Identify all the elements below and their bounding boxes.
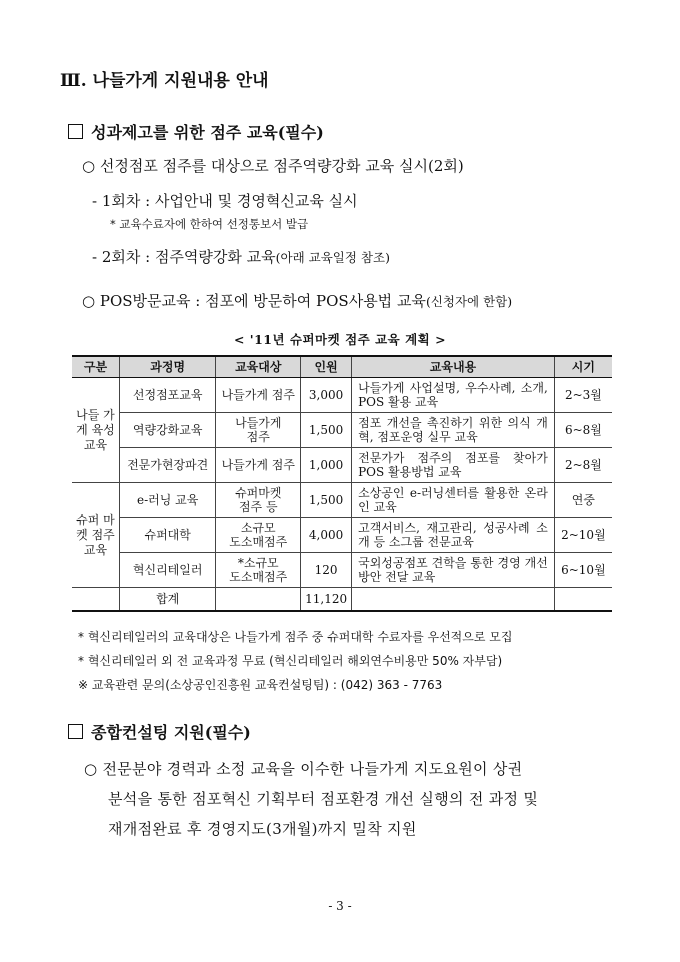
period-cell: 2~3월: [554, 378, 612, 413]
content-cell: 소상공인 e-러닝센터를 활용한 온라인 교육: [352, 483, 555, 518]
header-cell: 교육대상: [216, 356, 301, 378]
target-cell: *소규모 도소매점주: [216, 553, 301, 588]
total-label: 합계: [119, 588, 215, 612]
period-cell: 6~8월: [554, 413, 612, 448]
target-cell: 슈퍼마켓 점주 등: [216, 483, 301, 518]
count-cell: 1,500: [301, 413, 352, 448]
empty-cell: [352, 588, 555, 612]
target-cell: 나들가게 점주: [216, 448, 301, 483]
section1-bullet2: [82, 290, 512, 311]
target-cell: 나들가게 점주: [216, 413, 301, 448]
count-cell: 1,000: [301, 448, 352, 483]
section2-line3: 재개점완료 후 경영지도(3개월)까지 밀착 지원: [108, 820, 417, 838]
course-cell: 선정점포교육: [119, 378, 215, 413]
course-cell: e-러닝 교육: [119, 483, 215, 518]
empty-cell: [216, 588, 301, 612]
section1-bullet1: ○ 선정점포 점주를 대상으로 점주역량강화 교육 실시(2회): [82, 157, 464, 175]
header-cell: 인원: [301, 356, 352, 378]
checkbox-square-icon: [68, 124, 83, 139]
group-label: 슈퍼 마켓 점주 교육: [72, 483, 119, 588]
count-cell: 4,000: [301, 518, 352, 553]
content-cell: 점포 개선을 촉진하기 위한 의식 개혁, 점포운영 실무 교육: [352, 413, 555, 448]
table-row: [72, 413, 612, 448]
table-total-row: [72, 588, 612, 612]
course-cell: 슈퍼대학: [119, 518, 215, 553]
header-cell: 시기: [554, 356, 612, 378]
content-cell: 고객서비스, 재고관리, 성공사례 소개 등 소그룹 전문교육: [352, 518, 555, 553]
header-cell: 구분: [72, 356, 119, 378]
section1-title-text: 성과제고를 위한 점주 교육(필수): [91, 123, 324, 142]
section1-item1: - 1회차 : 사업안내 및 경영혁신교육 실시: [92, 192, 358, 210]
education-plan-table: [72, 355, 612, 612]
period-cell: 6~10월: [554, 553, 612, 588]
count-cell: 120: [301, 553, 352, 588]
section2-title-text: 종합컨설팅 지원(필수): [91, 723, 251, 742]
section1-bullet2-paren: (신청자에 한함): [425, 294, 513, 309]
table-row: [72, 378, 612, 413]
content-cell: 국외성공점포 견학을 통한 경영 개선방안 전달 교육: [352, 553, 555, 588]
header-cell: 교육내용: [352, 356, 555, 378]
table-row: [72, 518, 612, 553]
section2-line2: 분석을 통한 점포혁신 기획부터 점포환경 개선 실행의 전 과정 및: [108, 790, 539, 808]
note-2: * 혁신리테일러 외 전 교육과정 무료 (혁신리테일러 해외연수비용만 50% 자부담): [78, 654, 503, 668]
period-cell: 2~10월: [554, 518, 612, 553]
section1-title: [68, 120, 324, 143]
section2-line1: ○ 전문분야 경력과 소정 교육을 이수한 나들가게 지도요원이 상권: [84, 760, 523, 778]
page-number: - 3 -: [328, 899, 352, 913]
period-cell: 연중: [554, 483, 612, 518]
section1-item2: [92, 246, 390, 267]
section1-item1-note: * 교육수료자에 한하여 선정통보서 발급: [110, 217, 309, 231]
note-1: * 혁신리테일러의 교육대상은 나들가게 점주 중 슈퍼대학 수료자를 우선적으로 모집: [78, 630, 513, 644]
content-cell: 나들가게 사업설명, 우수사례, 소개, POS 활용 교육: [352, 378, 555, 413]
course-cell: 전문가현장파견: [119, 448, 215, 483]
empty-cell: [554, 588, 612, 612]
total-count: 11,120: [301, 588, 352, 612]
section1-item2-paren: (아래 교육일정 참조): [275, 250, 390, 265]
table-title: < '11년 슈퍼마켓 점주 교육 계획 >: [233, 332, 447, 347]
section1-item2-main: - 2회차 : 점주역량강화 교육: [92, 248, 276, 266]
count-cell: 3,000: [301, 378, 352, 413]
table-row: [72, 483, 612, 518]
note-3: ※ 교육관련 문의(소상공인진흥원 교육컨설팅팀) : (042) 363 - 7763: [78, 678, 443, 692]
target-cell: 나들가게 점주: [216, 378, 301, 413]
checkbox-square-icon: [68, 724, 83, 739]
target-cell: 소규모 도소매점주: [216, 518, 301, 553]
group-label: 나들 가게 육성 교육: [72, 378, 119, 483]
period-cell: 2~8월: [554, 448, 612, 483]
header-cell: 과정명: [119, 356, 215, 378]
content-cell: 전문가가 점주의 점포를 찾아가 POS 활용방법 교육: [352, 448, 555, 483]
count-cell: 1,500: [301, 483, 352, 518]
table-header-row: [72, 356, 612, 378]
table-row: [72, 448, 612, 483]
section2-title: [68, 720, 251, 743]
section1-bullet2-main: ○ POS방문교육 : 점포에 방문하여 POS사용법 교육: [82, 292, 426, 310]
table-row: [72, 553, 612, 588]
page-heading: Ⅲ. 나들가게 지원내용 안내: [60, 71, 269, 91]
course-cell: 역량강화교육: [119, 413, 215, 448]
course-cell: 혁신리테일러: [119, 553, 215, 588]
empty-cell: [72, 588, 119, 612]
